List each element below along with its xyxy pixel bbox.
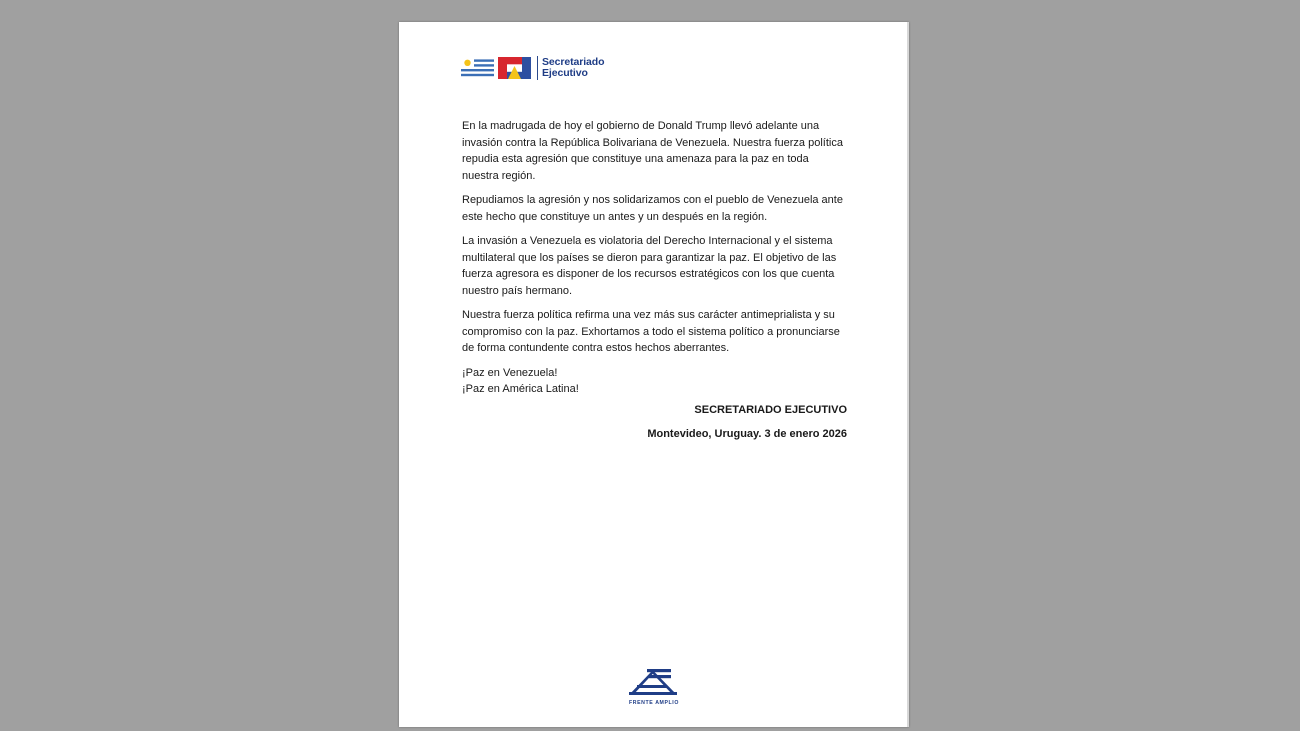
letterhead-title: [542, 57, 604, 79]
statement-body: [462, 118, 847, 451]
slogan-america-latina: ¡Paz en América Latina!: [462, 383, 579, 395]
signature-place-date: Montevideo, Uruguay. 3 de enero 2026: [647, 428, 847, 440]
letterhead: [461, 55, 604, 81]
document-page: [399, 22, 909, 727]
frente-amplio-flag-icon: [498, 57, 531, 79]
signature-name: SECRETARIADO EJECUTIVO: [694, 403, 847, 416]
frente-amplio-logo: [627, 668, 681, 706]
slogans: [462, 365, 847, 398]
letterhead-divider: [537, 56, 538, 80]
letterhead-title-line2: Ejecutivo: [542, 67, 588, 79]
slogan-venezuela: ¡Paz en Venezuela!: [462, 366, 558, 379]
paragraph: La invasión a Venezuela es violatoria del Derecho Internacional y el sistema multilateral que los países se dieron para garantizar la paz. El objetivo de las fuerza agresora es disponer de los recursos estratégicos con los que cuenta nuestro país hermano.: [462, 235, 837, 297]
paragraph: Nuestra fuerza política refirma una vez más sus carácter antimeprialista y su compromiso con la paz. Exhortamos a todo el sistema político a pronunciarse de forma contundente contra estos hechos aberrantes.: [462, 309, 840, 354]
frente-amplio-logo-text: FRENTE AMPLIO: [629, 700, 679, 706]
uruguay-flag-icon: [461, 57, 494, 79]
paragraph: En la madrugada de hoy el gobierno de Donald Trump llevó adelante una invasión contra la República Bolivariana de Venezuela. Nuestra fuerza política repudia esta agresión que constituye una amenaza para la paz en toda nuestra región.: [462, 120, 843, 182]
page-edge: [907, 22, 909, 727]
signature-block: [462, 402, 847, 443]
letterhead-title-line1: Secretariado: [542, 56, 605, 68]
paragraph: Repudiamos la agresión y nos solidarizamos con el pueblo de Venezuela ante este hecho que constituye un antes y un después en la región.: [462, 194, 843, 223]
